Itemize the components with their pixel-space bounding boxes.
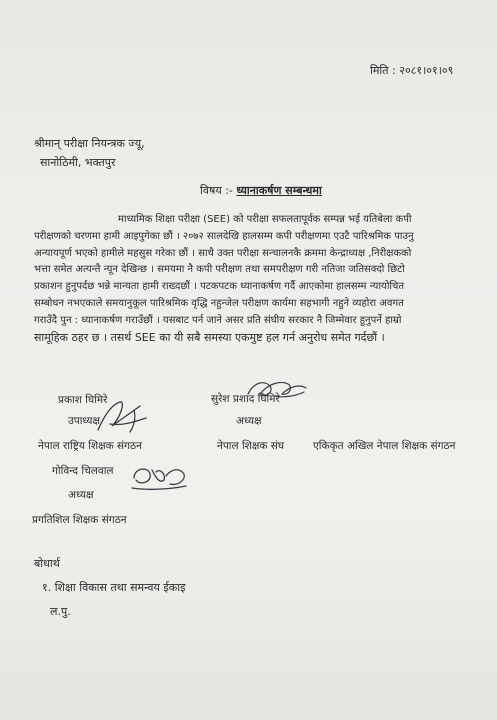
signatory-org-1: नेपाल राष्ट्रिय शिक्षक संगठन <box>38 440 142 452</box>
recipient-address: सानोठिमी, भक्तपुर <box>40 156 116 169</box>
signatory-org-3: एकिकृत अखिल नेपाल शिक्षक संगठन <box>313 440 456 452</box>
signature-2-image <box>244 374 310 404</box>
body-line: माध्यमिक शिक्षा परीक्षा (SEE) को परीक्षा सफलतापूर्वक सम्पन्न भई यतिबेला कपी <box>118 214 412 225</box>
signature-4-image <box>126 460 190 494</box>
recipient-title: श्रीमान् परीक्षा नियन्त्रक ज्यू, <box>34 137 145 150</box>
body-line: भत्ता समेत अत्यन्तै न्यून देखिन्छ । समयमा नै कपी परीक्षण तथा समपरीक्षण गरी नतिजा जतिसक्दो छिटो <box>34 264 405 276</box>
subject-text: ध्यानाकर्षण सम्बन्धमा <box>236 184 322 197</box>
letter-body <box>34 212 472 346</box>
enclosure-item-2: ल.पु. <box>50 605 71 618</box>
signatory-name-2: सुरेश प्रशाद घिमिरे <box>211 393 280 405</box>
body-line: प्रकाशन हुनुपर्दछ भन्ने मान्यता हामी राख्दछौं । पटकपटक ध्यानाकर्षण गर्दै आएकोमा हालसम्म न्यायोचित <box>34 281 405 293</box>
signatory-title-2: अध्यक्ष <box>236 415 262 427</box>
signatory-org-4: प्रगतिशिल शिक्षक संगठन <box>32 514 127 526</box>
enclosure-title: बोधार्थ <box>34 557 60 570</box>
signatory-name-1: प्रकाश घिमिरे <box>58 394 108 406</box>
body-line: सम्बोधन नभएकाले समयानुकूल पारिश्रमिक वृद्धि नहुन्जेल परीक्षण कार्यमा सहभागी नहुने व्यहोरा अवगत <box>34 297 404 309</box>
subject-prefix: विषय :- <box>200 184 233 197</box>
signature-1-image <box>90 396 152 436</box>
enclosure-item-1: १. शिक्षा विकास तथा समन्वय ईकाइ <box>42 581 186 594</box>
body-line: सामूहिक ठहर छ । तसर्थ SEE का यी सबै समस्या एकमुष्ट हल गर्न अनुरोध समेत गर्दछौं । <box>34 330 385 344</box>
subject-line <box>200 183 322 198</box>
letter-date: मिति : २०८१।०१।०९ <box>370 64 454 77</box>
body-line: गराउँदै पुन : ध्यानाकर्षण गराउँछौं । यसबाट पर्न जाने असर प्रति संघीय सरकार नै जिम्मेवार हुनुपर्ने हाम्रो <box>34 314 402 326</box>
body-line: अन्यायपूर्ण भएको हामीले महसुस गरेका छौं । साथै उक्त परीक्षा सन्चालनकै क्रममा केन्द्राध्यक्ष ,निरीक्षकको <box>34 247 412 259</box>
signatory-title-4: अध्यक्ष <box>68 489 94 501</box>
signatory-name-4: गोविन्द चिलवाल <box>52 465 114 477</box>
signatory-title-1: उपाध्यक्ष <box>68 415 101 427</box>
signatory-org-2: नेपाल शिक्षक संघ <box>217 440 285 452</box>
body-line: परीक्षणको चरणमा हामी आइपुगेका छौं । २०७२ सालदेखि हालसम्म कपी परीक्षणमा एउटै पारिश्रमिक पाउनु <box>34 230 414 242</box>
